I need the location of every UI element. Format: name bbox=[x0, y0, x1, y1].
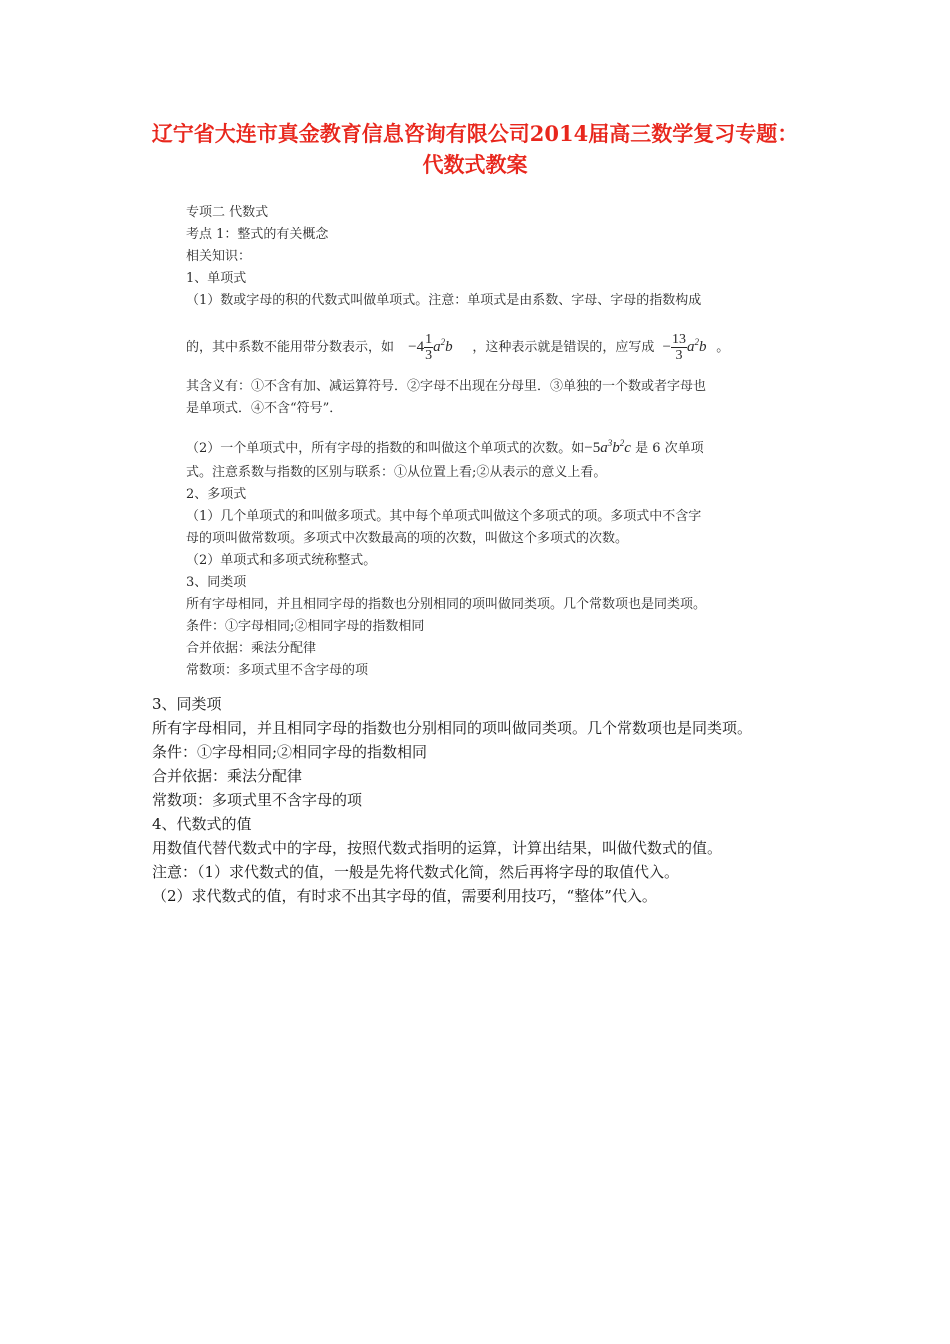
like-terms-heading: 3、同类项 bbox=[186, 575, 247, 590]
coefficient-note-text: 的，其中系数不能用带分数表示，如 bbox=[186, 340, 395, 355]
math-variable: c bbox=[624, 440, 631, 456]
monomial-meaning-cont: 是单项式．④不含“符号”． bbox=[186, 401, 343, 416]
constant-term-definition: 常数项：多项式里不含字母的项 bbox=[186, 663, 369, 678]
math-sign: − bbox=[662, 339, 671, 355]
polynomial-heading: 2、多项式 bbox=[186, 487, 247, 502]
integral-expression-note: （2）单项式和多项式统称整式。 bbox=[186, 553, 377, 568]
fraction-numerator: 13 bbox=[672, 332, 686, 348]
math-exponent: 2 bbox=[619, 438, 625, 448]
fraction-denominator: 3 bbox=[675, 348, 683, 364]
math-exponent: 2 bbox=[694, 337, 699, 347]
exam-point-heading: 考点 1：整式的有关概念 bbox=[186, 227, 329, 242]
math-fraction bbox=[671, 332, 687, 363]
like-terms-definition-2: 所有字母相同，并且相同字母的指数也分别相同的项叫做同类项。几个常数项也是同类项。 bbox=[152, 719, 753, 737]
document-title bbox=[0, 118, 950, 180]
like-terms-conditions: 条件：①字母相同;②相同字母的指数相同 bbox=[186, 619, 425, 634]
monomial-definition: （1）数或字母的积的代数式叫做单项式。注意：单项式是由系数、字母、字母的指数构成 bbox=[186, 293, 702, 308]
mixed-fraction-example bbox=[408, 332, 456, 364]
monomial-meaning: 其含义有：①不含有加、减运算符号．②字母不出现在分母里．③单独的一个数或者字母也 bbox=[186, 379, 707, 394]
coefficient-exponent-note: 式。注意系数与指数的区别与联系：①从位置上看;②从表示的意义上看。 bbox=[186, 465, 607, 480]
coefficient-note-line bbox=[186, 324, 729, 366]
math-variable: b bbox=[612, 440, 620, 456]
topic-heading: 专项二 代数式 bbox=[186, 205, 269, 220]
combining-basis: 合并依据：乘法分配律 bbox=[186, 641, 317, 656]
math-variable: b bbox=[699, 339, 707, 355]
degree-example bbox=[584, 440, 631, 456]
degree-definition-line bbox=[186, 432, 704, 460]
fraction-numerator: 1 bbox=[425, 332, 433, 348]
monomial-heading: 1、单项式 bbox=[186, 271, 247, 286]
title-line-1: 辽宁省大连市真金教育信息咨询有限公司2014届高三数学复习专题： bbox=[151, 121, 799, 146]
polynomial-definition-cont: 母的项叫做常数项。多项式中次数最高的项的次数，叫做这个多项式的次数。 bbox=[186, 531, 629, 546]
sentence-end: 。 bbox=[716, 340, 730, 355]
degree-example-result: 是 6 次单项 bbox=[635, 441, 704, 456]
math-variable: a bbox=[600, 440, 608, 456]
like-terms-definition: 所有字母相同，并且相同字母的指数也分别相同的项叫做同类项。几个常数项也是同类项。 bbox=[186, 597, 707, 612]
degree-definition-text: （2）一个单项式中，所有字母的指数的和叫做这个单项式的次数。如 bbox=[186, 441, 585, 456]
math-variable: a bbox=[433, 339, 441, 355]
title-line-2: 代数式教案 bbox=[422, 152, 528, 177]
math-fraction bbox=[424, 332, 433, 363]
improper-fraction-example bbox=[662, 332, 711, 364]
math-variable: a bbox=[687, 339, 695, 355]
wrong-form-note: ，这种表示就是错误的，应写成 bbox=[472, 340, 655, 355]
math-sign: −4 bbox=[408, 339, 425, 355]
fraction-denominator: 3 bbox=[425, 348, 433, 364]
polynomial-definition: （1）几个单项式的和叫做多项式。其中每个单项式叫做这个多项式的项。多项式中不含字 bbox=[186, 509, 702, 524]
like-terms-conditions-2: 条件：①字母相同;②相同字母的指数相同 bbox=[152, 743, 428, 761]
like-terms-heading-2: 3、同类项 bbox=[152, 695, 222, 713]
combining-basis-2: 合并依据：乘法分配律 bbox=[152, 767, 303, 785]
expression-value-heading: 4、代数式的值 bbox=[152, 815, 252, 833]
math-exponent: 2 bbox=[440, 337, 446, 347]
math-exponent: 3 bbox=[607, 438, 613, 448]
expression-value-note-1: 注意：（1）求代数式的值，一般是先将代数式化简，然后再将字母的取值代入。 bbox=[152, 863, 680, 881]
constant-term-definition-2: 常数项：多项式里不含字母的项 bbox=[152, 791, 363, 809]
expression-value-definition: 用数值代替代数式中的字母，按照代数式指明的运算，计算出结果，叫做代数式的值。 bbox=[152, 839, 723, 857]
related-knowledge-label: 相关知识： bbox=[186, 249, 252, 264]
expression-value-note-2: （2）求代数式的值，有时求不出其字母的值，需要利用技巧，“整体”代入。 bbox=[152, 887, 657, 905]
math-variable: b bbox=[445, 339, 453, 355]
math-coefficient: −5 bbox=[584, 440, 601, 456]
